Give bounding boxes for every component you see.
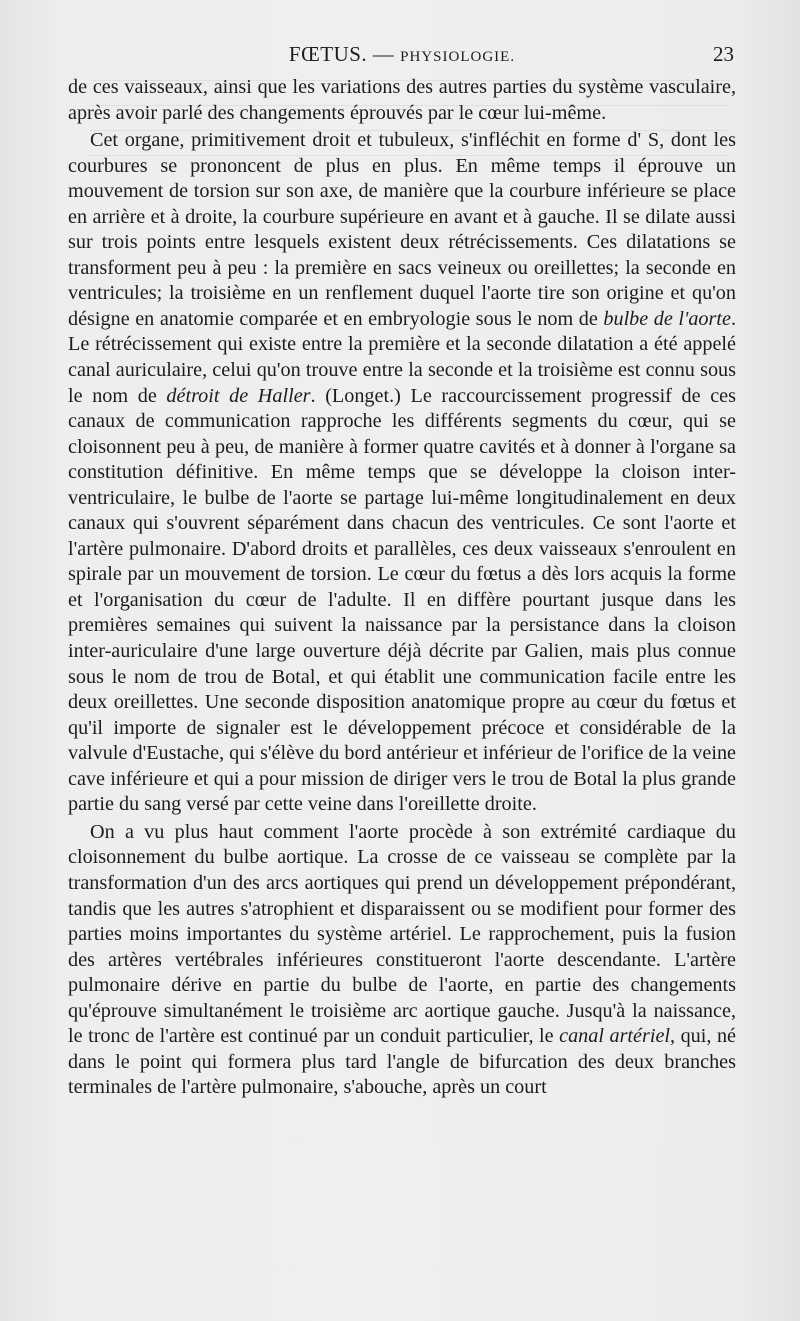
title-sub: PHYSIOLOGIE. — [400, 49, 516, 65]
paragraph — [68, 128, 736, 818]
text-run: , qui, né dans le point qui formera plus tard l'angle de bifurcation des deux branches terminales de l'artère pulmonaire, s'abouche, après un court — [68, 1025, 736, 1099]
title-separator: — — [372, 42, 395, 66]
paragraph — [68, 75, 736, 126]
title-main: FŒTUS. — [288, 42, 368, 66]
text-run: de ces vaisseaux, ainsi que les variations des autres parties du système vasculaire, après avoir parlé des changements éprouvés par le cœur lui-même. — [68, 76, 736, 124]
italic-term: détroit de Haller — [166, 384, 311, 407]
italic-term: bulbe de l'aorte — [603, 307, 731, 330]
text-run: . Le rétrécissement qui existe entre la première et la seconde dilatation a été appelé canal auriculaire, celui qu'on trouve entre la seconde et la troisième est connu sous le nom de — [68, 307, 736, 407]
body-text — [68, 75, 736, 1101]
text-run: . (Longet.) Le raccourcissement progressif de ces canaux de communication rapproche les différents segments du cœur, qui se cloisonnent peu à peu, de manière à former quatre cavités et à donner à l'organe sa constitution définitive. En même temps que se développe la cloison inter-ventriculaire, le bulbe de l'aorte se partage lui-même longitudinalement en deux canaux qui s'ouvrent séparément dans chacun des ventricules. Ce sont l'aorte et l'artère pulmonaire. D'abord droits et parallèles, ces deux vaisseaux s'enroulent en spirale par un mouvement de torsion. Le cœur du fœtus a dès lors acquis la forme et l'organisation du cœur de l'adulte. Il en diffère pourtant jusque dans les premières semaines qui suivent la naissance par la persistance dans la cloison inter-auriculaire d'une large ouverture déjà décrite par Galien, mais plus connue sous le nom de trou de Botal, et qui établit une communication facile entre les deux oreillettes. Une seconde disposition anatomique propre au cœur du fœtus et qu'il importe de signaler est le développement précoce et considérable de la valvule d'Eustache, qui s'élève du bord antérieur et inférieur de l'orifice de la veine cave inférieure et qui a pour mission de diriger vers le trou de Botal la plus grande partie du sang versé par cette veine dans l'oreillette droite. — [68, 384, 736, 816]
text-run: Cet organe, primitivement droit et tubuleux, s'infléchit en forme d' S, dont les courbures se prononcent de plus en plus. En même temps il éprouve un mouvement de torsion sur son axe, de manière que la courbure inférieure se place en arrière et à droite, la courbure supérieure en avant et à gauche. Il se dilate aussi sur trois points entre lesquels existent deux rétrécissements. Ces dilatations se transforment peu à peu : la première en sacs veineux ou oreillettes; la seconde en ventricules; la troisième en un renflement duquel l'aorte tire son origine et qu'on désigne en anatomie comparée et en embryologie sous le nom de — [68, 129, 736, 330]
running-header — [68, 42, 736, 72]
paragraph — [68, 820, 736, 1101]
italic-term: canal artériel — [559, 1025, 671, 1048]
running-title — [68, 42, 736, 67]
text-run: On a vu plus haut comment l'aorte procède à son extrémité cardiaque du cloisonnement du bulbe aortique. La crosse de ce vaisseau se complète par la transformation d'un des arcs aortiques qui prend un développement prépondérant, tandis que les autres s'atrophient et disparaissent ou se modifient pour former des parties moins importantes du système artériel. Le rapprochement, puis la fusion des artères vertébrales inférieures constitueront l'aorte descendante. L'artère pulmonaire dérive en partie du bulbe de l'aorte, en partie des changements qu'éprouve simultanément le troisième arc aortique gauche. Jusqu'à la naissance, le tronc de l'artère est continué par un conduit particulier, le — [68, 820, 736, 1048]
page-number: 23 — [713, 42, 734, 66]
